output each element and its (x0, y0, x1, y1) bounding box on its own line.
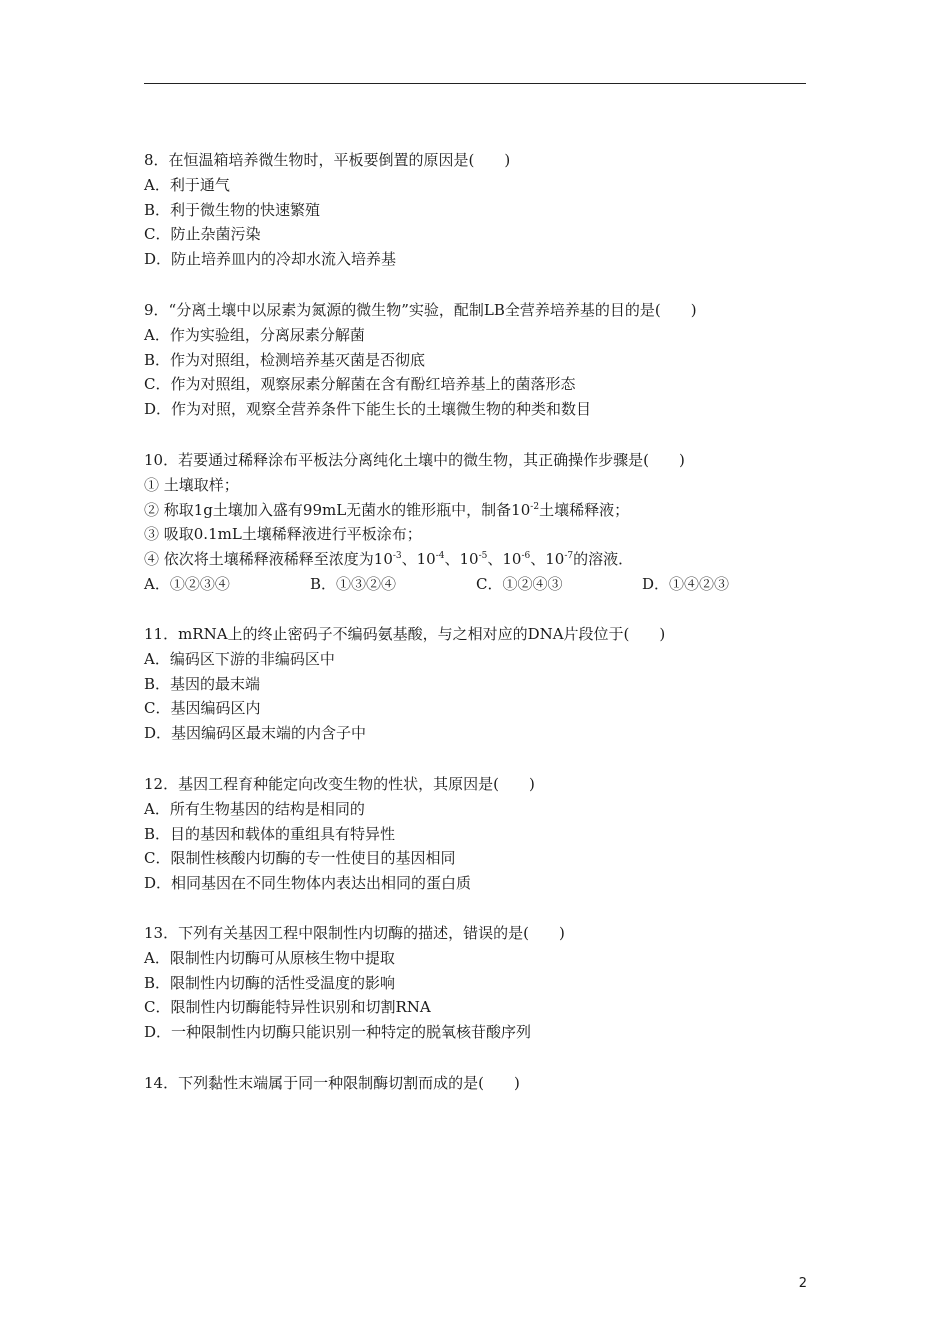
step-4-sep: 、10 (530, 550, 565, 569)
question-10 (144, 448, 824, 597)
option-a: A．①②③④ (144, 574, 230, 593)
step-2 (144, 498, 824, 523)
question-12 (144, 772, 824, 896)
question-8 (144, 148, 824, 272)
page-number: 2 (798, 1276, 807, 1291)
exponent: -7 (564, 551, 574, 562)
step-4-sep: 、10 (487, 550, 522, 569)
question-stem: 10．若要通过稀释涂布平板法分离纯化土壤中的微生物，其正确操作步骤是( ) (144, 451, 685, 469)
option-b: B．目的基因和载体的重组具有特异性 (144, 824, 396, 843)
option-c: C．限制性内切酶能特异性识别和切割RNA (144, 998, 431, 1017)
question-9 (144, 298, 824, 422)
question-13 (144, 921, 824, 1045)
question-11 (144, 622, 824, 746)
question-stem: 9．“分离土壤中以尿素为氮源的微生物”实验，配制LB全营养培养基的目的是( ) (144, 301, 697, 319)
option-c: C．基因编码区内 (144, 699, 261, 718)
option-a: A．所有生物基因的结构是相同的 (144, 799, 365, 818)
question-14 (144, 1071, 824, 1096)
step-3: ③ 吸取0.1mL土壤稀释液进行平板涂布； (144, 525, 422, 544)
exponent: -3 (392, 551, 402, 562)
option-d: D．基因编码区最末端的内含子中 (144, 724, 367, 743)
option-a: A．编码区下游的非编码区中 (144, 649, 335, 668)
question-stem: 11．mRNA上的终止密码子不编码氨基酸，与之相对应的DNA片段位于( ) (144, 625, 666, 643)
step-4-text: ④ 依次将土壤稀释液稀释至浓度为10 (144, 550, 393, 569)
exponent: -2 (530, 501, 540, 512)
exponent: -6 (521, 551, 531, 562)
question-stem: 12．基因工程育种能定向改变生物的性状，其原因是( ) (144, 775, 535, 793)
step-1: ① 土壤取样； (144, 475, 239, 494)
option-b: B．作为对照组，检测培养基灭菌是否彻底 (144, 350, 426, 369)
option-a: A．作为实验组，分离尿素分解菌 (144, 325, 365, 344)
step-2-tail: 土壤稀释液； (539, 500, 630, 519)
step-4-sep: 、10 (401, 550, 436, 569)
question-stem: 13．下列有关基因工程中限制性内切酶的描述，错误的是( ) (144, 924, 565, 942)
step-4-sep: 、10 (444, 550, 479, 569)
option-d: D．①④②③ (642, 574, 730, 593)
option-d: D．一种限制性内切酶只能识别一种特定的脱氧核苷酸序列 (144, 1023, 532, 1042)
option-c: C．作为对照组，观察尿素分解菌在含有酚红培养基上的菌落形态 (144, 375, 576, 394)
header-rule (144, 83, 806, 84)
option-b: B．①③②④ (310, 574, 397, 593)
option-c: C．限制性核酸内切酶的专一性使目的基因相同 (144, 849, 456, 868)
option-d: D．作为对照，观察全营养条件下能生长的土壤微生物的种类和数目 (144, 400, 592, 419)
exponent: -5 (478, 551, 488, 562)
question-stem: 14．下列黏性末端属于同一种限制酶切割而成的是( ) (144, 1074, 520, 1092)
option-d: D．相同基因在不同生物体内表达出相同的蛋白质 (144, 874, 472, 893)
exponent: -4 (435, 551, 445, 562)
options-row (144, 572, 824, 597)
option-c: C．防止杂菌污染 (144, 225, 261, 244)
option-b: B．限制性内切酶的活性受温度的影响 (144, 973, 396, 992)
option-b: B．基因的最末端 (144, 674, 261, 693)
option-b: B．利于微生物的快速繁殖 (144, 200, 321, 219)
option-a: A．限制性内切酶可从原核生物中提取 (144, 948, 395, 967)
question-stem: 8．在恒温箱培养微生物时，平板要倒置的原因是( ) (144, 151, 511, 169)
step-2-text: ② 称取1g土壤加入盛有99mL无菌水的锥形瓶中，制备10 (144, 500, 531, 519)
option-c: C．①②④③ (476, 574, 563, 593)
step-4-tail: 的溶液． (573, 550, 634, 569)
option-d: D．防止培养皿内的冷却水流入培养基 (144, 250, 397, 269)
option-a: A．利于通气 (144, 175, 230, 194)
step-4 (144, 547, 824, 572)
